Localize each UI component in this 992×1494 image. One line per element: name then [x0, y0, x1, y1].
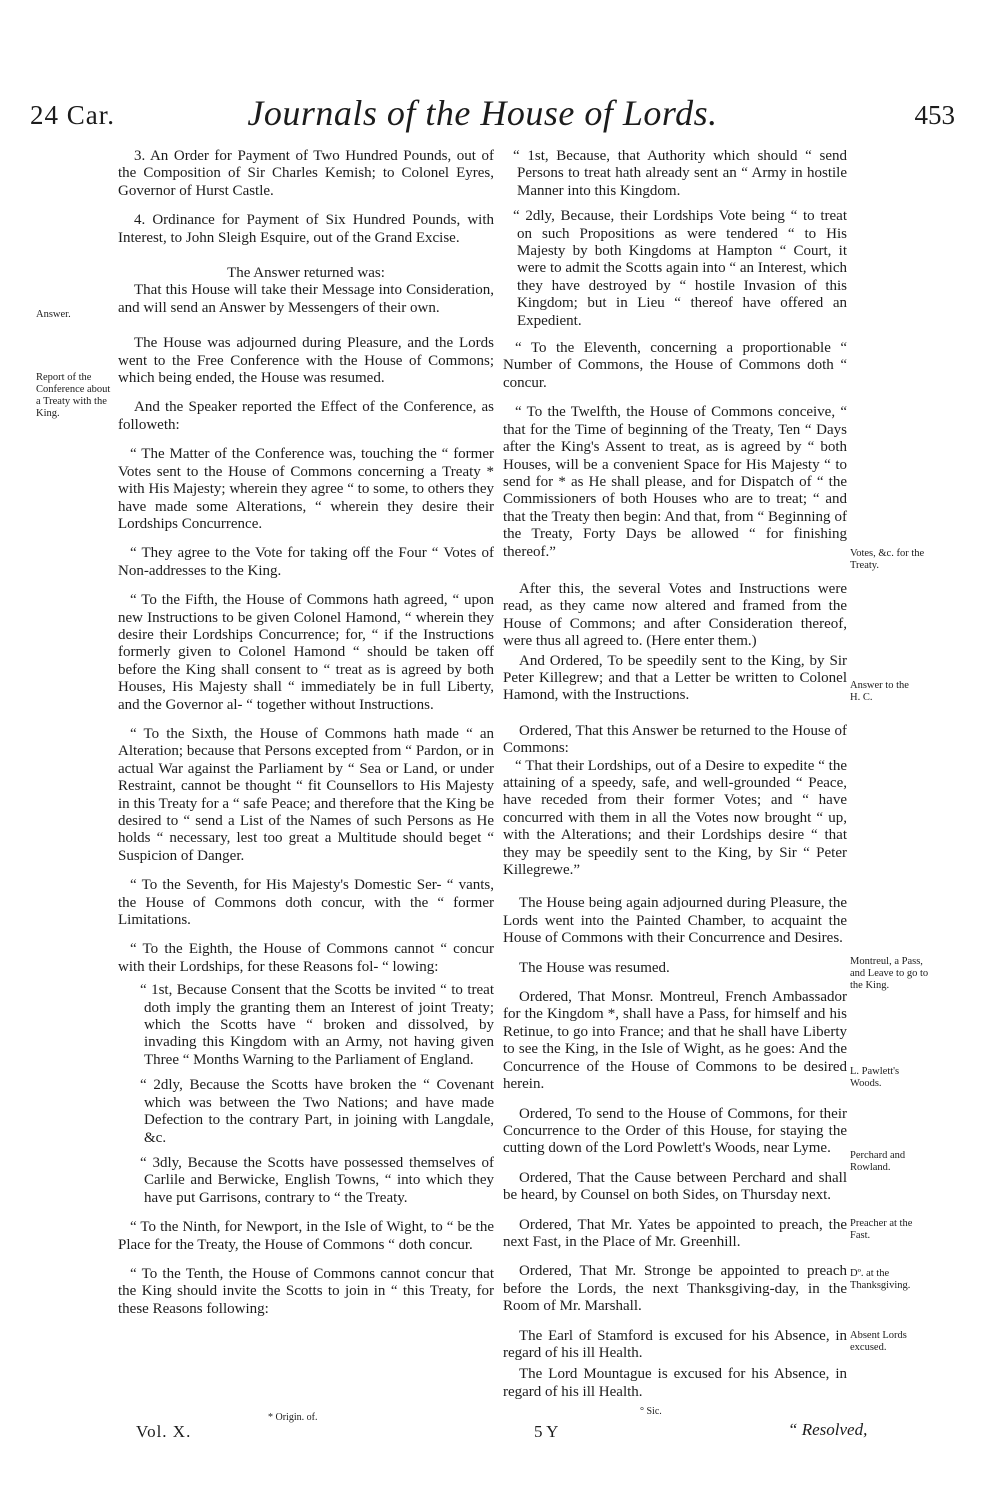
reason-item: “ 1st, Because Consent that the Scotts be invited “ to treat doth imply the granting them an Interest of joint Treaty; which the Scotts have “ broken and dissolved, by invading this Kingdom with an Army, not having given Three “ Months Warning to the Parliament of England.: [140, 982, 494, 1068]
quoted-paragraph: “ To the Tenth, the House of Commons cannot concur that the King should invite the Scotts to join in “ this Treaty, for these Reasons following:: [118, 1265, 494, 1317]
quoted-paragraph: “ The Matter of the Conference was, touching the “ former Votes sent to the House of Commons concerning a Treaty * with His Majesty; wherein they agree “ to some, to others they have made some Alterations, “ wherein they desire their Lordships Concurrence.: [118, 446, 494, 532]
margin-note-perchard: Perchard and Rowland.: [850, 1150, 906, 1173]
margin-note-votes: Votes, &c. for the Treaty.: [850, 548, 925, 571]
paragraph: The House being again adjourned during Pleasure, the Lords went into the Painted Chamber, to acquaint the House of Commons with their Concurrence and Desires.: [503, 895, 847, 947]
paragraph: Ordered, That Mr. Stronge be appointed to preach before the Lords, the next Thanksgiving-day, in the Room of Mr. Marshall.: [503, 1263, 847, 1315]
reason-item: “ 2dly, Because the Scotts have broken the “ Covenant which was between the Two Nations; and have made Defection to the contrary Part, in joining with Langdale, &c.: [140, 1077, 494, 1146]
reason-item: “ 1st, Because, that Authority which should “ send Persons to treat hath already sent an “ Army in hostile Manner into this Kingdom.: [513, 148, 847, 199]
margin-note-montreul: Montreul, a Pass, and Leave to go to the King.: [850, 956, 929, 991]
paragraph: The Lord Mountague is excused for his Absence, in regard of his ill Health.: [503, 1366, 847, 1400]
paragraph: And Ordered, To be speedily sent to the King, by Sir Peter Killegrew; and that a Letter be written to Colonel Hamond, with the Instructions.: [503, 652, 847, 704]
quoted-paragraph: “ To the Sixth, the House of Commons hath made “ an Alteration; because that Persons excepted from “ Pardon, or in actual War against the Parliament by “ Sea or Land, or under Restraint, cannot be thought “ fit Counsellors to His Majesty in this Treaty for a “ safe Peace; and therefore that the King be desired to “ send a List of the Names of such Persons as He holds “ necessary, lest too great a Multitude should beget “ Suspicion of Danger.: [118, 725, 494, 864]
volume-label: Vol. X.: [136, 1422, 192, 1441]
footnote-right: ° Sic.: [640, 1406, 662, 1417]
quoted-paragraph: “ To the Eighth, the House of Commons cannot “ concur with their Lordships, for these Reasons fol- “ lowing:: [118, 941, 494, 975]
reason-item: “ 3dly, Because the Scotts have possessed themselves of Carlile and Berwicke, English Towns, “ into which they have put Garrisons, contrary to “ the Treaty.: [140, 1154, 494, 1206]
left-column: [118, 148, 494, 1330]
paragraph: Ordered, That Mr. Yates be appointed to preach, the next Fast, in the Place of Mr. Greenhill.: [503, 1216, 847, 1250]
reason-item: “ 2dly, Because, their Lordships Vote being “ to treat on such Propositions as were tendered “ to His Majesty by both Kingdoms at Hampton “ Court, it were to admit the Scotts again into “ an Interest, which they have destroyed by “ hostile Invasion of this Kingdom; but in Lieu “ thereof have offered an Expedient.: [513, 208, 847, 329]
catchword: “ Resolved,: [788, 1420, 868, 1439]
quoted-paragraph: “ To the Twelfth, the House of Commons conceive, “ that for the Time of beginning of the Treaty, Ten “ Days after the King's Assent to treat, as is agreed by “ both Houses, will be a convenient Space for His Majesty “ to send for * as He shall please, and for Dispatch of “ the Commissioners of both Houses who are to treat; “ and that the Treaty then begin: And that, from “ Beginning of the Treaty, Forty Days be allowed “ for finishing thereof.”: [503, 404, 847, 560]
paragraph: 4. Ordinance for Payment of Six Hundred Pounds, with Interest, to John Sleigh Esquire, out of the Grand Excise.: [118, 212, 494, 246]
paragraph: The House was resumed.: [519, 959, 670, 976]
quoted-paragraph: “ To the Fifth, the House of Commons hath agreed, “ upon new Instructions to be given Colonel Hamond, “ wherein they desire their Lordships Concurrence; for, “ if the Instructions formerly given to Colonel Hamond “ should be taken off before the King shall consent to “ treat as is agreed by both Houses, His Majesty shall “ immediately be in full Liberty, and the Governor al- “ together without Instructions.: [118, 592, 494, 713]
margin-note-absent: Absent Lords excused.: [850, 1330, 907, 1353]
header-regnal-year: 24 Car.: [30, 100, 115, 130]
quoted-paragraph: “ They agree to the Vote for taking off the Four “ Votes of Non-addresses to the King.: [118, 545, 494, 579]
paragraph: And the Speaker reported the Effect of the Conference, as followeth:: [118, 399, 494, 433]
footnote-left: * Origin. of.: [268, 1412, 318, 1423]
quoted-paragraph: “ To the Seventh, for His Majesty's Domestic Ser- “ vants, the House of Commons doth concur, with the “ former Limitations.: [118, 877, 494, 929]
paragraph: The Earl of Stamford is excused for his Absence, in regard of his ill Health.: [503, 1327, 847, 1361]
paragraph: 3. An Order for Payment of Two Hundred Pounds, out of the Composition of Sir Charles Kemish; to Colonel Eyres, Governor of Hurst Castle.: [118, 148, 494, 199]
paragraph: The Answer returned was:: [227, 265, 385, 282]
paragraph: That this House will take their Message into Consideration, and will send an Answer by Messengers of their own.: [118, 282, 494, 316]
paragraph: Ordered, To send to the House of Commons, for their Concurrence to the Order of this House, for staying the cutting down of the Lord Powlett's Woods, near Lyme.: [503, 1105, 847, 1157]
quoted-paragraph: “ That their Lordships, out of a Desire to expedite “ the attaining of a speedy, safe, and well-grounded “ Peace, have receded from their former Votes; and “ have concurred with them in all the Votes now brought “ up, with the Alterations; and their Lordships desire “ that they may be speedily sent to the King, by Sir “ Peter Killegrewe.”: [503, 757, 847, 879]
quoted-paragraph: “ To the Eleventh, concerning a proportionable “ Number of Commons, the House of Commons doth “ concur.: [503, 340, 847, 391]
header-title: Journals of the House of Lords.: [247, 93, 718, 133]
paragraph: The House was adjourned during Pleasure, and the Lords went to the Free Conference with the House of Commons; which being ended, the House was resumed.: [118, 335, 494, 387]
margin-note-powlett: L. Pawlett's Woods.: [850, 1066, 900, 1089]
paragraph: After this, the several Votes and Instructions were read, as they came now altered and framed from the House of Commons; and after Consideration thereof, were thus all agreed to. (Here enter them.): [503, 580, 847, 650]
right-column: [503, 148, 847, 1413]
paragraph: Ordered, That the Cause between Perchard and shall be heard, by Counsel on both Sides, on Thursday next.: [503, 1169, 847, 1204]
margin-note-answer-hc: Answer to the H. C.: [850, 680, 909, 703]
paragraph: Ordered, That Monsr. Montreul, French Ambassador for the Kingdom *, shall have a Pass, for himself and his Retinue, to go into France; and that he shall have Liberty to see the King, in the Isle of Wight, as he goes: And the Concurrence of the House of Commons to be desired herein.: [503, 989, 847, 1093]
signature-mark: 5 Y: [534, 1422, 559, 1441]
paragraph: Ordered, That this Answer be returned to the House of Commons:: [503, 722, 847, 757]
page-header: [30, 78, 955, 133]
quoted-paragraph: “ To the Ninth, for Newport, in the Isle of Wight, to “ be the Place for the Treaty, the House of Commons “ doth concur.: [118, 1219, 494, 1253]
margin-note-thanksgiving: Dº. at the Thanksgiving.: [850, 1268, 911, 1291]
page-number: 453: [914, 100, 955, 130]
margin-note-preacher: Preacher at the Fast.: [850, 1218, 913, 1241]
margin-note-answer: Answer.: [36, 309, 71, 320]
margin-note-report: Report of the Conference about a Treaty with the King.: [36, 372, 111, 419]
